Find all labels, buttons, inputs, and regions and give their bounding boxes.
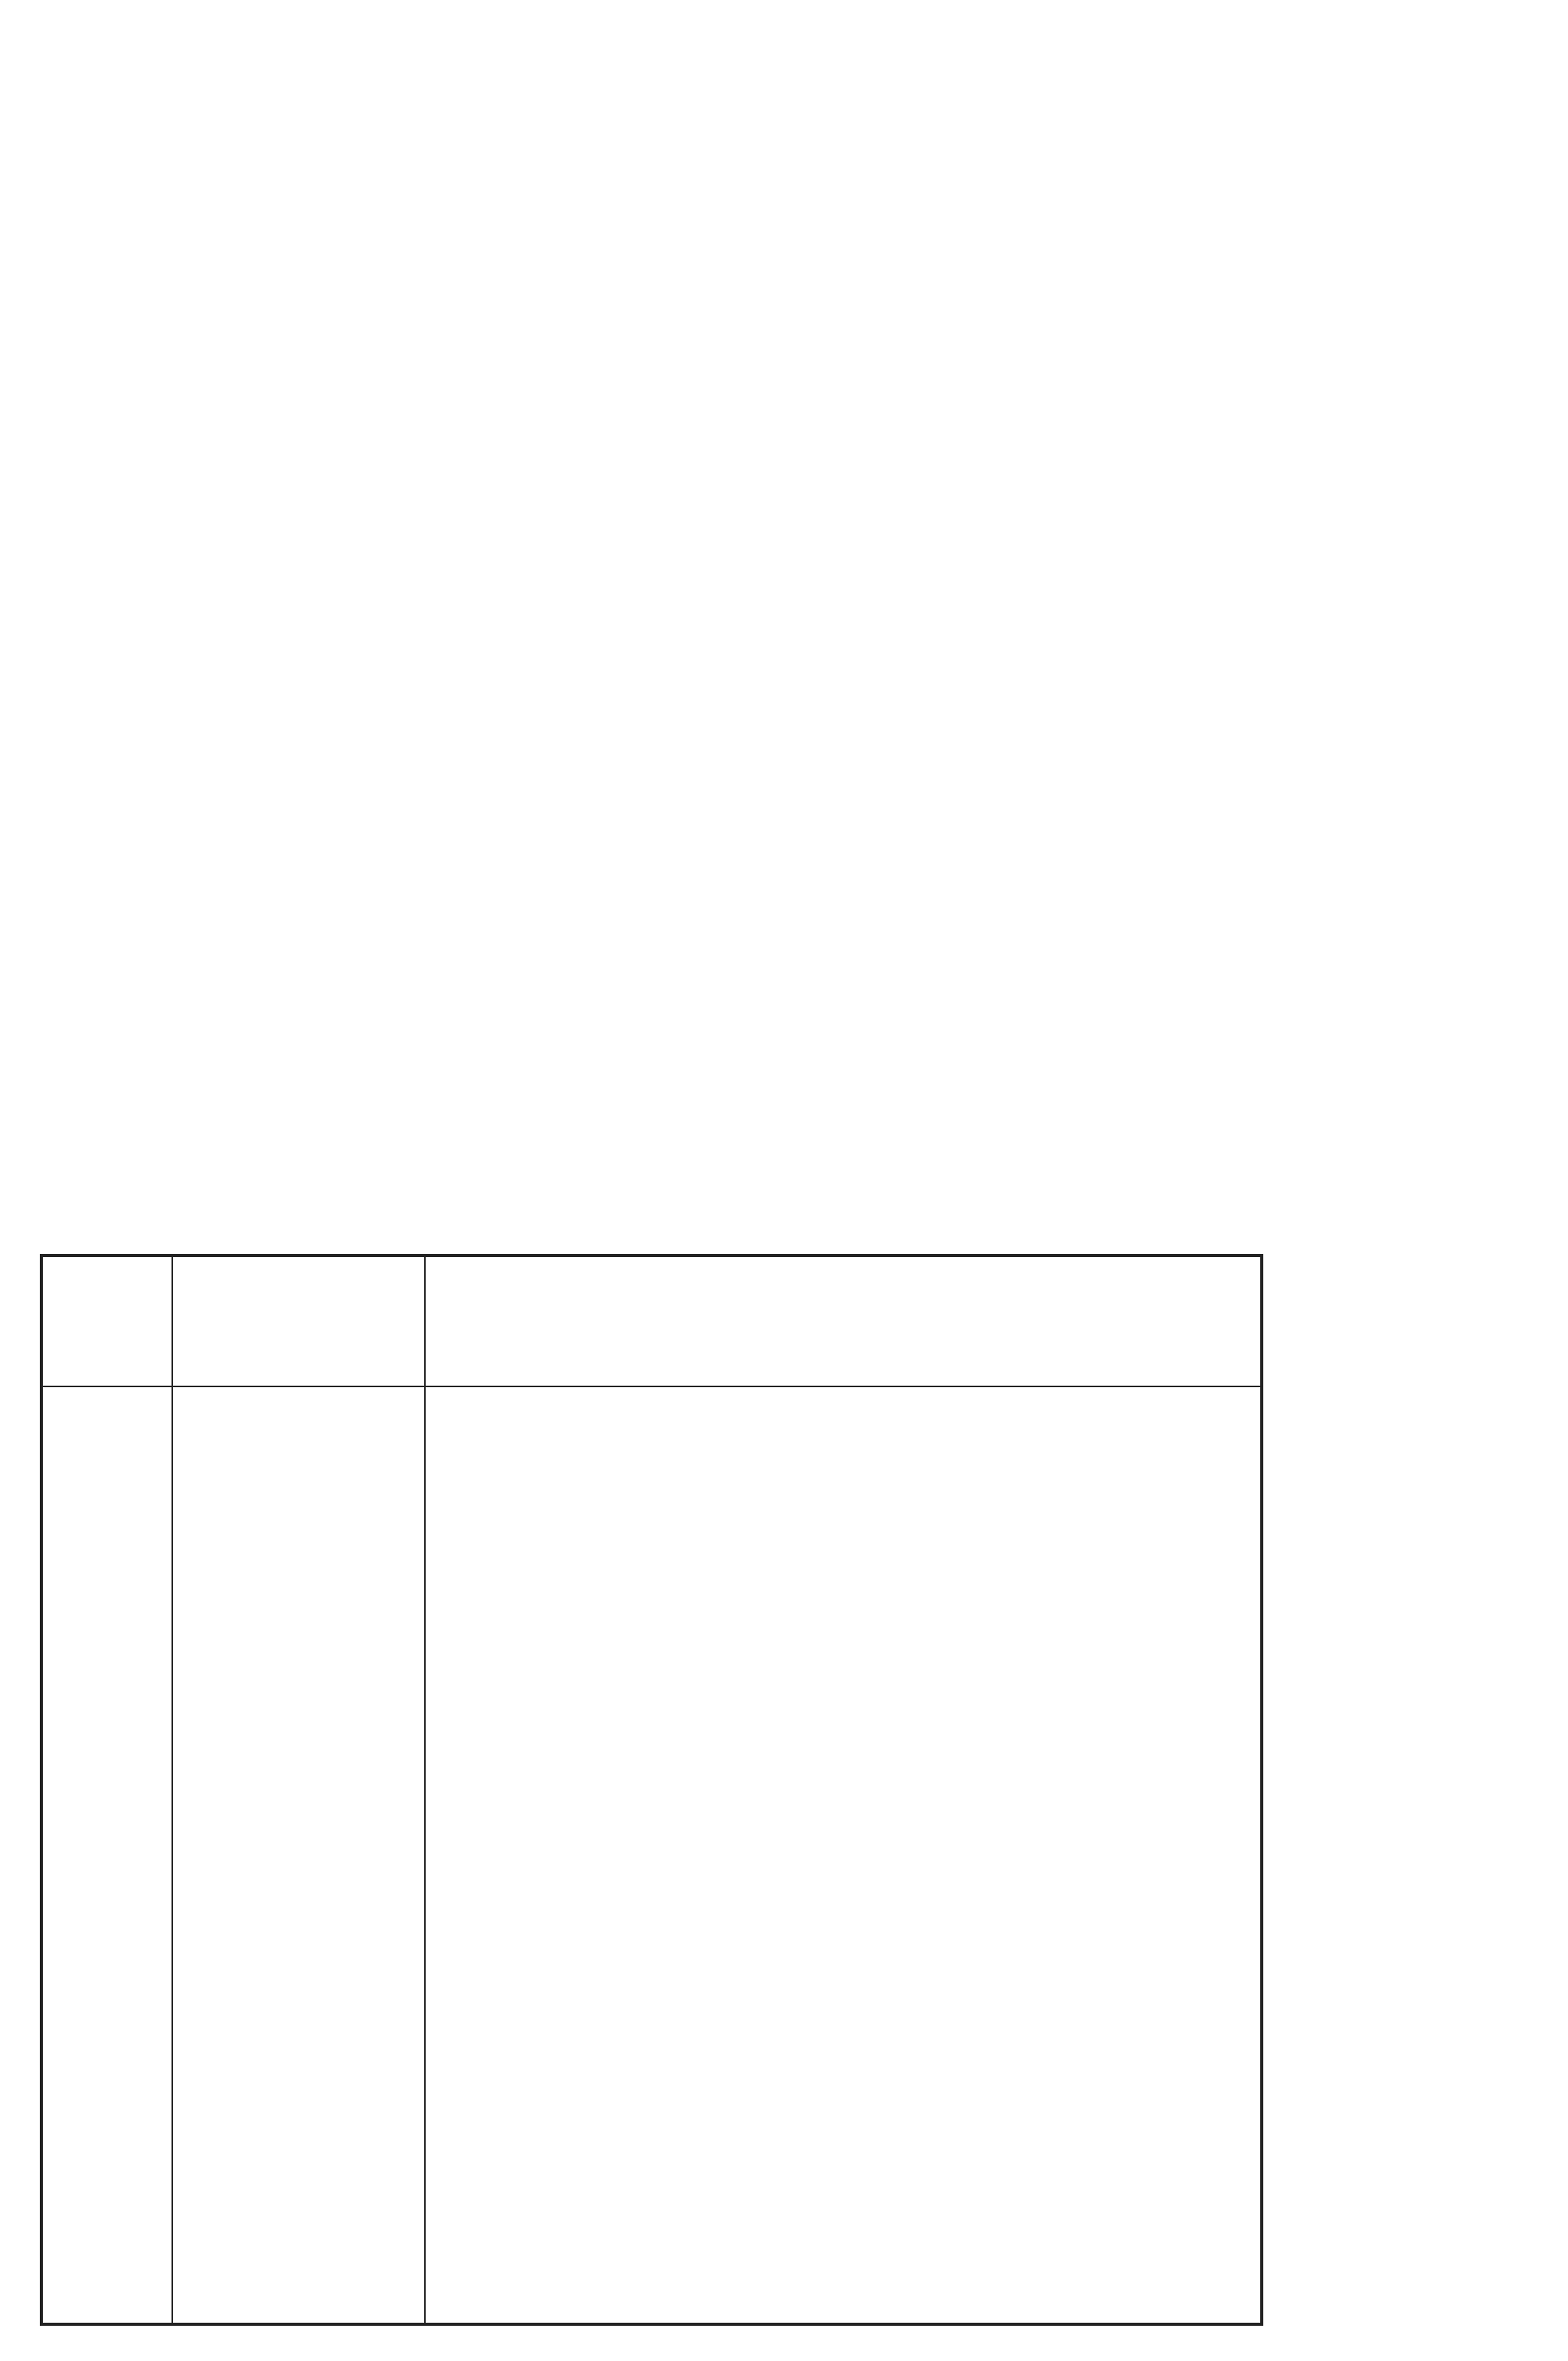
comparison-table (40, 1254, 1263, 2326)
table-header-row (42, 1256, 1261, 1386)
row-title-cell (172, 1386, 425, 2323)
header-content-cell (425, 1256, 1261, 1386)
header-label-cell (42, 1256, 172, 1386)
header-title-cell (172, 1256, 425, 1386)
row-label-cell (42, 1386, 172, 2323)
row-content-cell (425, 1386, 1261, 2323)
table-row (42, 1386, 1261, 2323)
top-text-block (40, 84, 1280, 1210)
right-text-block (1290, 1256, 1527, 2327)
